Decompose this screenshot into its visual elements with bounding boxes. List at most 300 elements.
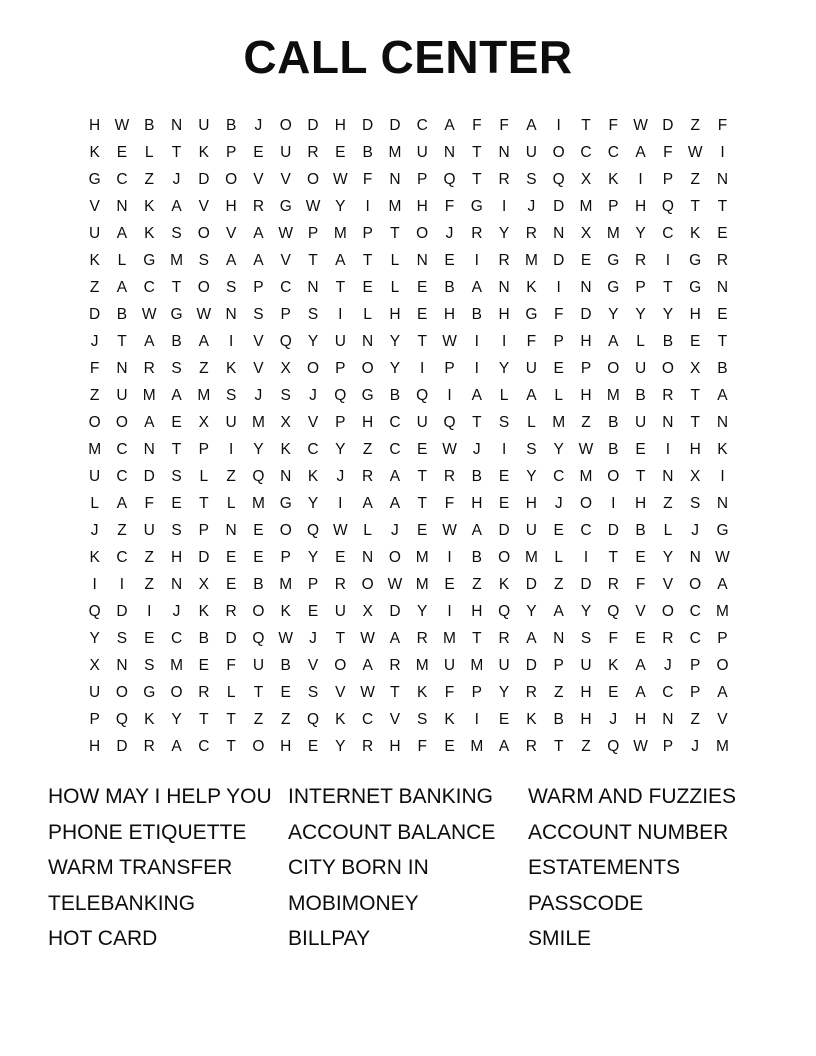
grid-cell-r23-c9[interactable]: Q — [306, 710, 320, 728]
grid-cell-r21-c7[interactable]: U — [252, 656, 265, 674]
grid-cell-r14-c2[interactable]: C — [116, 467, 128, 485]
grid-cell-r21-c8[interactable]: B — [280, 656, 291, 674]
grid-cell-r14-c10[interactable]: J — [336, 467, 345, 485]
grid-cell-r1-c19[interactable]: T — [581, 116, 591, 134]
grid-cell-r10-c8[interactable]: X — [280, 359, 291, 377]
grid-cell-r13-c21[interactable]: E — [635, 440, 646, 458]
grid-cell-r13-c9[interactable]: C — [307, 440, 319, 458]
grid-cell-r13-c24[interactable]: K — [717, 440, 728, 458]
grid-cell-r12-c18[interactable]: M — [552, 413, 566, 431]
grid-cell-r22-c3[interactable]: G — [143, 683, 156, 701]
grid-cell-r21-c22[interactable]: J — [664, 656, 672, 674]
grid-cell-r13-c7[interactable]: Y — [253, 440, 264, 458]
grid-cell-r17-c21[interactable]: E — [635, 548, 646, 566]
grid-cell-r11-c18[interactable]: L — [554, 386, 563, 404]
grid-cell-r4-c7[interactable]: R — [252, 197, 265, 215]
grid-cell-r12-c9[interactable]: V — [307, 413, 319, 431]
grid-cell-r9-c18[interactable]: P — [553, 332, 564, 350]
grid-cell-r10-c21[interactable]: U — [634, 359, 647, 377]
grid-cell-r22-c7[interactable]: T — [253, 683, 264, 701]
grid-cell-r21-c13[interactable]: M — [415, 656, 429, 674]
grid-cell-r11-c1[interactable]: Z — [89, 386, 100, 404]
grid-cell-r18-c24[interactable]: A — [717, 575, 728, 593]
grid-cell-r18-c16[interactable]: K — [498, 575, 510, 593]
grid-cell-r10-c3[interactable]: R — [143, 359, 155, 377]
grid-cell-r19-c1[interactable]: Q — [88, 602, 101, 620]
grid-cell-r5-c9[interactable]: P — [307, 224, 319, 242]
grid-cell-r17-c11[interactable]: N — [362, 548, 374, 566]
grid-cell-r6-c10[interactable]: A — [335, 251, 346, 269]
grid-cell-r18-c13[interactable]: M — [415, 575, 429, 593]
grid-cell-r13-c11[interactable]: Z — [362, 440, 373, 458]
grid-cell-r10-c10[interactable]: P — [335, 359, 346, 377]
grid-cell-r23-c7[interactable]: Z — [253, 710, 264, 728]
grid-cell-r5-c19[interactable]: X — [580, 224, 592, 242]
grid-cell-r20-c2[interactable]: S — [116, 629, 128, 647]
grid-cell-r4-c20[interactable]: P — [608, 197, 619, 215]
grid-cell-r24-c22[interactable]: P — [662, 737, 674, 755]
grid-cell-r13-c14[interactable]: W — [442, 440, 457, 458]
grid-cell-r7-c20[interactable]: G — [607, 278, 620, 296]
grid-cell-r14-c5[interactable]: L — [199, 467, 209, 485]
grid-cell-r7-c22[interactable]: T — [663, 278, 673, 296]
grid-cell-r10-c7[interactable]: V — [253, 359, 264, 377]
grid-cell-r12-c4[interactable]: E — [171, 413, 182, 431]
grid-cell-r1-c12[interactable]: D — [389, 116, 401, 134]
grid-cell-r5-c21[interactable]: Y — [635, 224, 646, 242]
grid-cell-r17-c15[interactable]: B — [471, 548, 482, 566]
grid-cell-r12-c8[interactable]: X — [280, 413, 291, 431]
grid-cell-r10-c11[interactable]: O — [361, 359, 374, 377]
grid-cell-r15-c12[interactable]: A — [389, 494, 401, 512]
grid-cell-r15-c13[interactable]: T — [417, 494, 427, 512]
grid-cell-r23-c10[interactable]: K — [335, 710, 346, 728]
grid-cell-r12-c10[interactable]: P — [335, 413, 346, 431]
grid-cell-r15-c14[interactable]: F — [444, 494, 455, 512]
grid-cell-r18-c7[interactable]: B — [253, 575, 264, 593]
grid-cell-r7-c11[interactable]: E — [362, 278, 373, 296]
grid-cell-r11-c9[interactable]: J — [309, 386, 317, 404]
grid-cell-r11-c12[interactable]: B — [389, 386, 401, 404]
grid-cell-r19-c9[interactable]: E — [307, 602, 319, 620]
grid-cell-r16-c5[interactable]: P — [198, 521, 209, 539]
grid-cell-r7-c23[interactable]: G — [689, 278, 702, 296]
grid-cell-r6-c23[interactable]: G — [689, 251, 702, 269]
grid-cell-r4-c21[interactable]: H — [634, 197, 647, 215]
grid-cell-r17-c18[interactable]: L — [554, 548, 563, 566]
grid-cell-r20-c3[interactable]: E — [144, 629, 155, 647]
grid-cell-r9-c21[interactable]: L — [636, 332, 645, 350]
grid-cell-r3-c23[interactable]: Z — [690, 170, 700, 188]
grid-cell-r17-c6[interactable]: E — [225, 548, 237, 566]
grid-cell-r5-c12[interactable]: T — [390, 224, 400, 242]
grid-cell-r23-c1[interactable]: P — [89, 710, 100, 728]
grid-cell-r15-c23[interactable]: S — [690, 494, 701, 512]
grid-cell-r24-c19[interactable]: Z — [581, 737, 591, 755]
grid-cell-r18-c8[interactable]: M — [279, 575, 293, 593]
grid-cell-r23-c6[interactable]: T — [226, 710, 236, 728]
grid-cell-r17-c16[interactable]: O — [498, 548, 511, 566]
grid-cell-r18-c17[interactable]: D — [525, 575, 537, 593]
grid-cell-r19-c10[interactable]: U — [334, 602, 346, 620]
grid-cell-r21-c5[interactable]: E — [198, 656, 209, 674]
grid-cell-r4-c9[interactable]: W — [305, 197, 321, 215]
grid-cell-r9-c19[interactable]: H — [580, 332, 592, 350]
grid-cell-r17-c20[interactable]: T — [608, 548, 619, 566]
grid-cell-r9-c2[interactable]: T — [117, 332, 127, 350]
grid-cell-r3-c21[interactable]: I — [638, 170, 643, 188]
grid-cell-r1-c1[interactable]: H — [89, 116, 101, 134]
grid-cell-r7-c5[interactable]: O — [197, 278, 210, 296]
grid-cell-r16-c6[interactable]: N — [225, 521, 237, 539]
grid-cell-r1-c18[interactable]: I — [556, 116, 561, 134]
grid-cell-r19-c19[interactable]: Y — [580, 602, 592, 620]
grid-cell-r1-c22[interactable]: D — [662, 116, 674, 134]
grid-cell-r9-c16[interactable]: I — [501, 332, 507, 350]
grid-cell-r7-c14[interactable]: B — [444, 278, 455, 296]
grid-cell-r12-c7[interactable]: M — [251, 413, 265, 431]
grid-cell-r17-c8[interactable]: P — [280, 548, 291, 566]
grid-cell-r3-c22[interactable]: P — [662, 170, 674, 188]
grid-cell-r4-c13[interactable]: H — [416, 197, 428, 215]
grid-cell-r10-c24[interactable]: B — [717, 359, 728, 377]
grid-cell-r18-c12[interactable]: W — [387, 575, 403, 593]
grid-cell-r4-c1[interactable]: V — [89, 197, 100, 215]
grid-cell-r6-c3[interactable]: G — [143, 251, 156, 269]
grid-cell-r10-c2[interactable]: N — [116, 359, 128, 377]
grid-cell-r5-c20[interactable]: M — [606, 224, 620, 242]
grid-cell-r14-c6[interactable]: Z — [226, 467, 236, 485]
grid-cell-r14-c9[interactable]: K — [307, 467, 319, 485]
grid-cell-r16-c17[interactable]: U — [525, 521, 537, 539]
grid-cell-r15-c6[interactable]: L — [226, 494, 236, 512]
grid-cell-r17-c1[interactable]: K — [89, 548, 100, 566]
grid-cell-r8-c21[interactable]: Y — [635, 305, 646, 323]
grid-cell-r15-c22[interactable]: Z — [663, 494, 673, 512]
grid-cell-r24-c7[interactable]: O — [252, 737, 265, 755]
grid-cell-r11-c17[interactable]: A — [526, 386, 537, 404]
grid-cell-r9-c23[interactable]: E — [690, 332, 701, 350]
grid-cell-r23-c16[interactable]: E — [498, 710, 510, 728]
grid-cell-r1-c21[interactable]: W — [633, 116, 648, 134]
grid-cell-r8-c12[interactable]: H — [389, 305, 401, 323]
grid-cell-r1-c23[interactable]: Z — [690, 116, 700, 134]
grid-cell-r16-c2[interactable]: Z — [117, 521, 127, 539]
grid-cell-r15-c4[interactable]: E — [171, 494, 182, 512]
grid-cell-r3-c3[interactable]: Z — [144, 170, 154, 188]
grid-cell-r12-c13[interactable]: U — [416, 413, 428, 431]
grid-cell-r19-c7[interactable]: O — [252, 602, 265, 620]
grid-cell-r8-c3[interactable]: W — [141, 305, 157, 323]
grid-cell-r11-c24[interactable]: A — [717, 386, 728, 404]
grid-cell-r24-c18[interactable]: T — [553, 737, 564, 755]
grid-cell-r12-c17[interactable]: L — [527, 413, 536, 431]
grid-cell-r6-c21[interactable]: R — [634, 251, 647, 269]
grid-cell-r17-c3[interactable]: Z — [144, 548, 154, 566]
grid-cell-r24-c11[interactable]: R — [362, 737, 374, 755]
grid-cell-r16-c7[interactable]: E — [253, 521, 264, 539]
grid-cell-r20-c22[interactable]: R — [662, 629, 674, 647]
grid-cell-r8-c4[interactable]: G — [170, 305, 183, 323]
grid-cell-r13-c3[interactable]: N — [143, 440, 155, 458]
grid-cell-r17-c17[interactable]: M — [524, 548, 538, 566]
grid-cell-r12-c12[interactable]: C — [389, 413, 401, 431]
grid-cell-r16-c13[interactable]: E — [417, 521, 428, 539]
grid-cell-r9-c8[interactable]: Q — [279, 332, 292, 350]
grid-cell-r22-c15[interactable]: P — [471, 683, 482, 701]
grid-cell-r9-c15[interactable]: I — [474, 332, 479, 350]
grid-cell-r22-c11[interactable]: W — [360, 683, 375, 701]
grid-cell-r2-c18[interactable]: O — [552, 143, 565, 161]
grid-cell-r18-c4[interactable]: N — [170, 575, 183, 593]
grid-cell-r14-c24[interactable]: I — [720, 467, 725, 485]
grid-cell-r20-c7[interactable]: Q — [252, 629, 265, 647]
grid-cell-r24-c24[interactable]: M — [716, 737, 729, 755]
grid-cell-r14-c7[interactable]: Q — [252, 467, 265, 485]
grid-cell-r6-c12[interactable]: L — [390, 251, 400, 269]
grid-cell-r20-c10[interactable]: T — [335, 629, 346, 647]
grid-cell-r15-c15[interactable]: H — [471, 494, 483, 512]
grid-cell-r11-c10[interactable]: Q — [334, 386, 347, 404]
grid-cell-r2-c20[interactable]: C — [607, 143, 619, 161]
grid-cell-r3-c20[interactable]: K — [608, 170, 619, 188]
letter-grid[interactable] — [81, 112, 736, 760]
grid-cell-r17-c22[interactable]: Y — [662, 548, 674, 566]
grid-cell-r22-c18[interactable]: Z — [553, 683, 564, 701]
grid-cell-r4-c6[interactable]: H — [225, 197, 237, 215]
grid-cell-r16-c23[interactable]: J — [691, 521, 700, 539]
grid-cell-r5-c5[interactable]: O — [197, 224, 210, 242]
grid-cell-r23-c23[interactable]: Z — [690, 710, 700, 728]
grid-cell-r20-c1[interactable]: Y — [89, 629, 100, 647]
grid-cell-r19-c11[interactable]: X — [362, 602, 373, 620]
grid-cell-r21-c6[interactable]: F — [226, 656, 236, 674]
grid-cell-r16-c22[interactable]: L — [663, 521, 673, 539]
grid-cell-r23-c18[interactable]: B — [553, 710, 564, 728]
grid-cell-r11-c8[interactable]: S — [280, 386, 291, 404]
grid-cell-r2-c4[interactable]: T — [171, 143, 182, 161]
grid-cell-r5-c1[interactable]: U — [89, 224, 101, 242]
grid-cell-r1-c15[interactable]: F — [472, 116, 482, 134]
grid-cell-r4-c14[interactable]: F — [444, 197, 455, 215]
grid-cell-r5-c4[interactable]: S — [171, 224, 182, 242]
grid-cell-r14-c15[interactable]: B — [471, 467, 482, 485]
grid-cell-r20-c15[interactable]: T — [472, 629, 482, 647]
grid-cell-r19-c8[interactable]: K — [280, 602, 291, 620]
grid-cell-r16-c18[interactable]: E — [553, 521, 564, 539]
grid-cell-r11-c5[interactable]: M — [197, 386, 211, 404]
grid-cell-r8-c18[interactable]: F — [553, 305, 564, 323]
grid-cell-r14-c3[interactable]: D — [143, 467, 155, 485]
grid-cell-r3-c12[interactable]: N — [389, 170, 401, 188]
grid-cell-r2-c12[interactable]: M — [388, 143, 402, 161]
grid-cell-r21-c9[interactable]: V — [307, 656, 319, 674]
grid-cell-r19-c15[interactable]: H — [471, 602, 483, 620]
grid-cell-r1-c20[interactable]: F — [608, 116, 619, 134]
grid-cell-r6-c18[interactable]: D — [553, 251, 565, 269]
grid-cell-r1-c9[interactable]: D — [307, 116, 319, 134]
grid-cell-r4-c16[interactable]: I — [501, 197, 507, 215]
grid-cell-r16-c9[interactable]: Q — [306, 521, 320, 539]
grid-cell-r15-c5[interactable]: T — [199, 494, 209, 512]
grid-cell-r13-c12[interactable]: C — [389, 440, 401, 458]
grid-cell-r13-c6[interactable]: I — [228, 440, 234, 458]
grid-cell-r17-c5[interactable]: D — [198, 548, 210, 566]
grid-cell-r20-c6[interactable]: D — [225, 629, 237, 647]
grid-cell-r17-c2[interactable]: C — [116, 548, 128, 566]
grid-cell-r9-c20[interactable]: A — [608, 332, 619, 350]
grid-cell-r22-c9[interactable]: S — [307, 683, 319, 701]
grid-cell-r6-c2[interactable]: L — [117, 251, 127, 269]
grid-cell-r17-c24[interactable]: W — [715, 548, 730, 566]
grid-cell-r10-c4[interactable]: S — [171, 359, 182, 377]
grid-cell-r10-c13[interactable]: I — [420, 359, 425, 377]
grid-cell-r10-c22[interactable]: O — [661, 359, 674, 377]
grid-cell-r4-c24[interactable]: T — [717, 197, 728, 215]
grid-cell-r4-c4[interactable]: A — [171, 197, 182, 215]
grid-cell-r1-c10[interactable]: H — [334, 116, 346, 134]
grid-cell-r10-c17[interactable]: U — [525, 359, 537, 377]
grid-cell-r20-c21[interactable]: E — [635, 629, 646, 647]
grid-cell-r10-c12[interactable]: Y — [389, 359, 401, 377]
grid-cell-r6-c14[interactable]: E — [444, 251, 455, 269]
grid-cell-r21-c24[interactable]: O — [716, 656, 729, 674]
grid-cell-r18-c21[interactable]: F — [635, 575, 646, 593]
grid-cell-r14-c20[interactable]: O — [607, 467, 620, 485]
grid-cell-r3-c1[interactable]: G — [88, 170, 101, 188]
grid-cell-r11-c4[interactable]: A — [171, 386, 182, 404]
grid-cell-r13-c23[interactable]: H — [689, 440, 701, 458]
grid-cell-r7-c2[interactable]: A — [116, 278, 128, 296]
grid-cell-r22-c22[interactable]: C — [662, 683, 674, 701]
grid-cell-r8-c6[interactable]: N — [225, 305, 237, 323]
grid-cell-r12-c19[interactable]: Z — [581, 413, 591, 431]
grid-cell-r1-c11[interactable]: D — [362, 116, 374, 134]
grid-cell-r14-c22[interactable]: N — [662, 467, 674, 485]
grid-cell-r8-c17[interactable]: G — [525, 305, 538, 323]
grid-cell-r7-c17[interactable]: K — [526, 278, 537, 296]
grid-cell-r21-c1[interactable]: X — [89, 656, 100, 674]
grid-cell-r9-c3[interactable]: A — [144, 332, 155, 350]
grid-cell-r4-c5[interactable]: V — [198, 197, 209, 215]
grid-cell-r1-c4[interactable]: N — [170, 116, 183, 134]
grid-cell-r11-c6[interactable]: S — [225, 386, 237, 404]
grid-cell-r22-c20[interactable]: E — [608, 683, 619, 701]
grid-cell-r3-c7[interactable]: V — [253, 170, 264, 188]
grid-cell-r1-c14[interactable]: A — [444, 116, 455, 134]
grid-cell-r4-c11[interactable]: I — [365, 197, 370, 215]
grid-cell-r8-c19[interactable]: D — [580, 305, 592, 323]
grid-cell-r16-c4[interactable]: S — [171, 521, 182, 539]
grid-cell-r19-c18[interactable]: A — [553, 602, 564, 620]
grid-cell-r21-c20[interactable]: K — [608, 656, 619, 674]
grid-cell-r19-c5[interactable]: K — [198, 602, 209, 620]
grid-cell-r19-c2[interactable]: D — [116, 602, 128, 620]
grid-cell-r15-c20[interactable]: I — [611, 494, 616, 512]
grid-cell-r9-c5[interactable]: A — [198, 332, 209, 350]
grid-cell-r24-c2[interactable]: D — [116, 737, 128, 755]
grid-cell-r19-c12[interactable]: D — [389, 602, 401, 620]
grid-cell-r13-c16[interactable]: I — [501, 440, 507, 458]
grid-cell-r7-c13[interactable]: E — [417, 278, 428, 296]
grid-cell-r8-c11[interactable]: L — [363, 305, 372, 323]
grid-cell-r17-c13[interactable]: M — [415, 548, 429, 566]
grid-cell-r18-c11[interactable]: O — [361, 575, 374, 593]
grid-cell-r9-c13[interactable]: T — [417, 332, 427, 350]
grid-cell-r13-c15[interactable]: J — [472, 440, 481, 458]
grid-cell-r24-c17[interactable]: R — [525, 737, 537, 755]
grid-cell-r14-c1[interactable]: U — [89, 467, 101, 485]
grid-cell-r3-c24[interactable]: N — [716, 170, 729, 188]
grid-cell-r5-c10[interactable]: M — [333, 224, 347, 242]
grid-cell-r8-c8[interactable]: P — [280, 305, 291, 323]
grid-cell-r8-c16[interactable]: H — [498, 305, 510, 323]
grid-cell-r6-c24[interactable]: R — [716, 251, 729, 269]
grid-cell-r14-c13[interactable]: T — [417, 467, 427, 485]
grid-cell-r20-c20[interactable]: F — [608, 629, 619, 647]
grid-cell-r20-c16[interactable]: R — [498, 629, 510, 647]
grid-cell-r6-c7[interactable]: A — [253, 251, 264, 269]
grid-cell-r21-c10[interactable]: O — [334, 656, 347, 674]
grid-cell-r23-c11[interactable]: C — [362, 710, 374, 728]
grid-cell-r22-c10[interactable]: V — [335, 683, 346, 701]
grid-cell-r18-c23[interactable]: O — [689, 575, 702, 593]
grid-cell-r1-c16[interactable]: F — [499, 116, 509, 134]
grid-cell-r17-c7[interactable]: E — [253, 548, 264, 566]
grid-cell-r5-c2[interactable]: A — [116, 224, 128, 242]
grid-cell-r15-c10[interactable]: I — [338, 494, 343, 512]
grid-cell-r3-c2[interactable]: C — [116, 170, 128, 188]
grid-cell-r21-c21[interactable]: A — [635, 656, 646, 674]
grid-cell-r24-c10[interactable]: Y — [335, 737, 346, 755]
grid-cell-r2-c13[interactable]: U — [416, 143, 428, 161]
grid-cell-r16-c24[interactable]: G — [716, 521, 729, 539]
grid-cell-r6-c11[interactable]: T — [362, 251, 373, 269]
grid-cell-r15-c2[interactable]: A — [116, 494, 128, 512]
grid-cell-r9-c17[interactable]: F — [526, 332, 537, 350]
grid-cell-r4-c15[interactable]: G — [470, 197, 483, 215]
grid-cell-r23-c12[interactable]: V — [389, 710, 401, 728]
grid-cell-r21-c14[interactable]: U — [443, 656, 456, 674]
grid-cell-r6-c15[interactable]: I — [474, 251, 479, 269]
grid-cell-r11-c2[interactable]: U — [116, 386, 128, 404]
grid-cell-r1-c7[interactable]: J — [254, 116, 263, 134]
grid-cell-r4-c22[interactable]: Q — [661, 197, 674, 215]
grid-cell-r21-c23[interactable]: P — [690, 656, 701, 674]
grid-cell-r8-c13[interactable]: E — [417, 305, 428, 323]
grid-cell-r23-c4[interactable]: Y — [171, 710, 182, 728]
grid-cell-r2-c16[interactable]: N — [498, 143, 510, 161]
grid-cell-r21-c3[interactable]: S — [144, 656, 155, 674]
grid-cell-r12-c6[interactable]: U — [225, 413, 237, 431]
grid-cell-r2-c9[interactable]: R — [307, 143, 319, 161]
grid-cell-r17-c9[interactable]: Y — [307, 548, 319, 566]
grid-cell-r10-c16[interactable]: Y — [498, 359, 510, 377]
grid-cell-r18-c6[interactable]: E — [225, 575, 237, 593]
grid-cell-r14-c17[interactable]: Y — [526, 467, 537, 485]
grid-cell-r23-c19[interactable]: H — [580, 710, 592, 728]
grid-cell-r11-c15[interactable]: A — [471, 386, 482, 404]
grid-cell-r11-c14[interactable]: I — [447, 386, 452, 404]
grid-cell-r22-c21[interactable]: A — [635, 683, 646, 701]
grid-cell-r13-c19[interactable]: W — [578, 440, 594, 458]
grid-cell-r12-c15[interactable]: T — [472, 413, 482, 431]
grid-cell-r10-c1[interactable]: F — [89, 359, 100, 377]
grid-cell-r20-c12[interactable]: A — [389, 629, 401, 647]
grid-cell-r2-c8[interactable]: U — [280, 143, 292, 161]
grid-cell-r9-c12[interactable]: Y — [389, 332, 401, 350]
grid-cell-r22-c1[interactable]: U — [89, 683, 101, 701]
